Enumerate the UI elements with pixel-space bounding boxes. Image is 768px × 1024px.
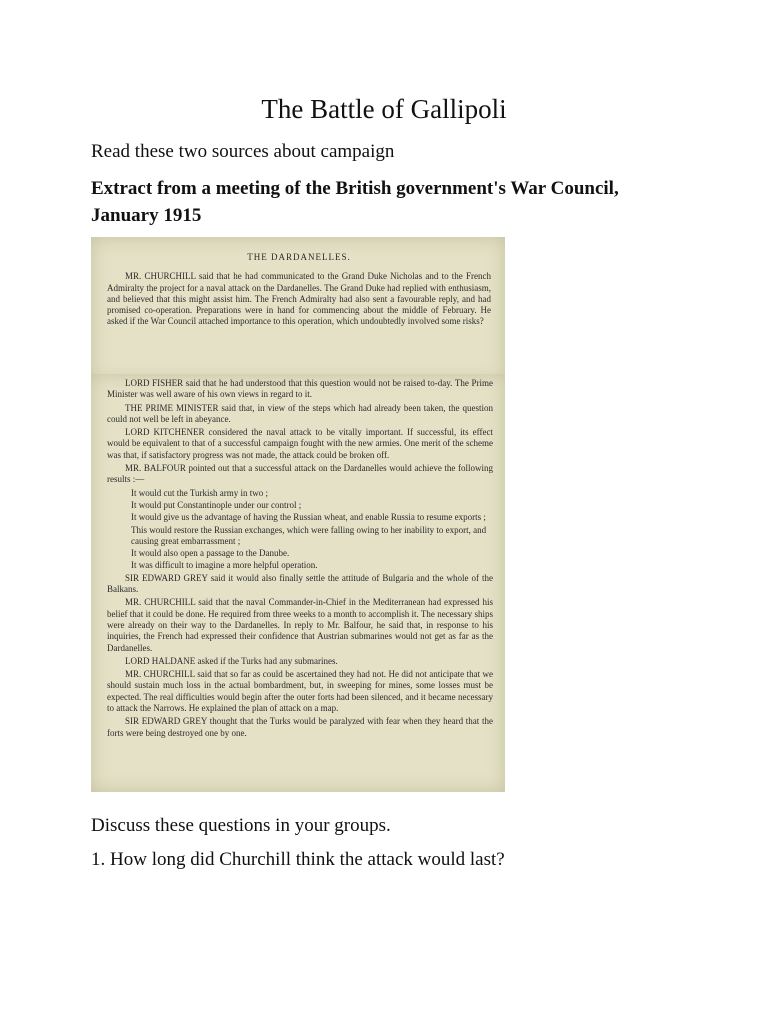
- source-scan-bottom: [91, 374, 505, 792]
- page-title: The Battle of Gallipoli: [261, 94, 507, 124]
- scan-list-item: It would cut the Turkish army in two ;: [131, 487, 268, 498]
- scan-paragraph: MR. CHURCHILL said that he had communicated to the Grand Duke Nicholas and to the French Admiralty the project for a naval attack on the Dardanelles. The Grand Duke had replied with enthusiasm, and believed that this might assist him. The French Admiralty had also sent a favourable reply, and had promised co-operation. Preparations were in hand for commencing about the middle of February. He asked if the War Council attached importance to this operation, which undoubtedly involved some risks?: [107, 271, 491, 327]
- scan-paragraph: MR. CHURCHILL said that the naval Commander-in-Chief in the Mediterranean had expressed his belief that it could be done. He required from three weeks to a month to accomplish it. The necessary ships were already on their way to the Dardanelles. In reply to Mr. Balfour, he said that, in response to his inquiries, the French had expressed their confidence that Austrian submarines would not get as far as the Dardanelles.: [107, 597, 493, 653]
- scan-paragraph: MR. CHURCHILL said that so far as could be ascertained they had not. He did not anticipate that we should sustain much loss in the actual bombardment, but, in sweeping for mines, some losses must be expected. The real difficulties would begin after the outer forts had been silenced, and it became necessary to attack the Narrows. He explained the plan of attack on a map.: [107, 669, 493, 714]
- scan-paragraph: MR. BALFOUR pointed out that a successful attack on the Dardanelles would achieve the following results :—: [107, 463, 493, 485]
- question-1: 1. How long did Churchill think the attack would last?: [91, 849, 505, 870]
- scan-paragraph: LORD HALDANE asked if the Turks had any submarines.: [125, 655, 338, 666]
- scan-list-item: This would restore the Russian exchanges, which were falling owing to her inability to export, and causing great embarrassment ;: [131, 524, 487, 546]
- source-heading: Extract from a meeting of the British government's War Council, January 1915: [91, 178, 619, 226]
- scan-paragraph: THE PRIME MINISTER said that, in view of the steps which had already been taken, the question could not well be left in abeyance.: [107, 402, 493, 424]
- scan-list-item: It would give us the advantage of having the Russian wheat, and enable Russia to resume exports ;: [131, 512, 486, 523]
- scan-paragraph: SIR EDWARD GREY thought that the Turks would be paralyzed with fear when they heard that the forts were being destroyed one by one.: [107, 716, 493, 738]
- scan-list-item: It would put Constantinople under our control ;: [131, 499, 302, 510]
- scan-paragraph: LORD FISHER said that he had understood that this question would not be raised to-day. The Prime Minister was well aware of his own views in regard to it.: [107, 378, 493, 400]
- scan-paragraph: SIR EDWARD GREY said it would also finally settle the attitude of Bulgaria and the whole of the Balkans.: [107, 572, 493, 595]
- questions-intro: Discuss these questions in your groups.: [91, 815, 391, 836]
- scan-paragraph: LORD KITCHENER considered the naval attack to be vitally important. If successful, its effect would be equivalent to that of a successful campaign fought with the new armies. One merit of the scheme was that, if satisfactory progress was not made, the attack could be broken off.: [107, 427, 493, 460]
- intro-text: Read these two sources about campaign: [91, 141, 395, 162]
- source-scan-top: [91, 237, 505, 382]
- scan-list-item: It would also open a passage to the Danube.: [131, 548, 290, 559]
- scan-list-item: It was difficult to imagine a more helpful operation.: [131, 560, 318, 571]
- scan-heading: THE DARDANELLES.: [247, 252, 351, 262]
